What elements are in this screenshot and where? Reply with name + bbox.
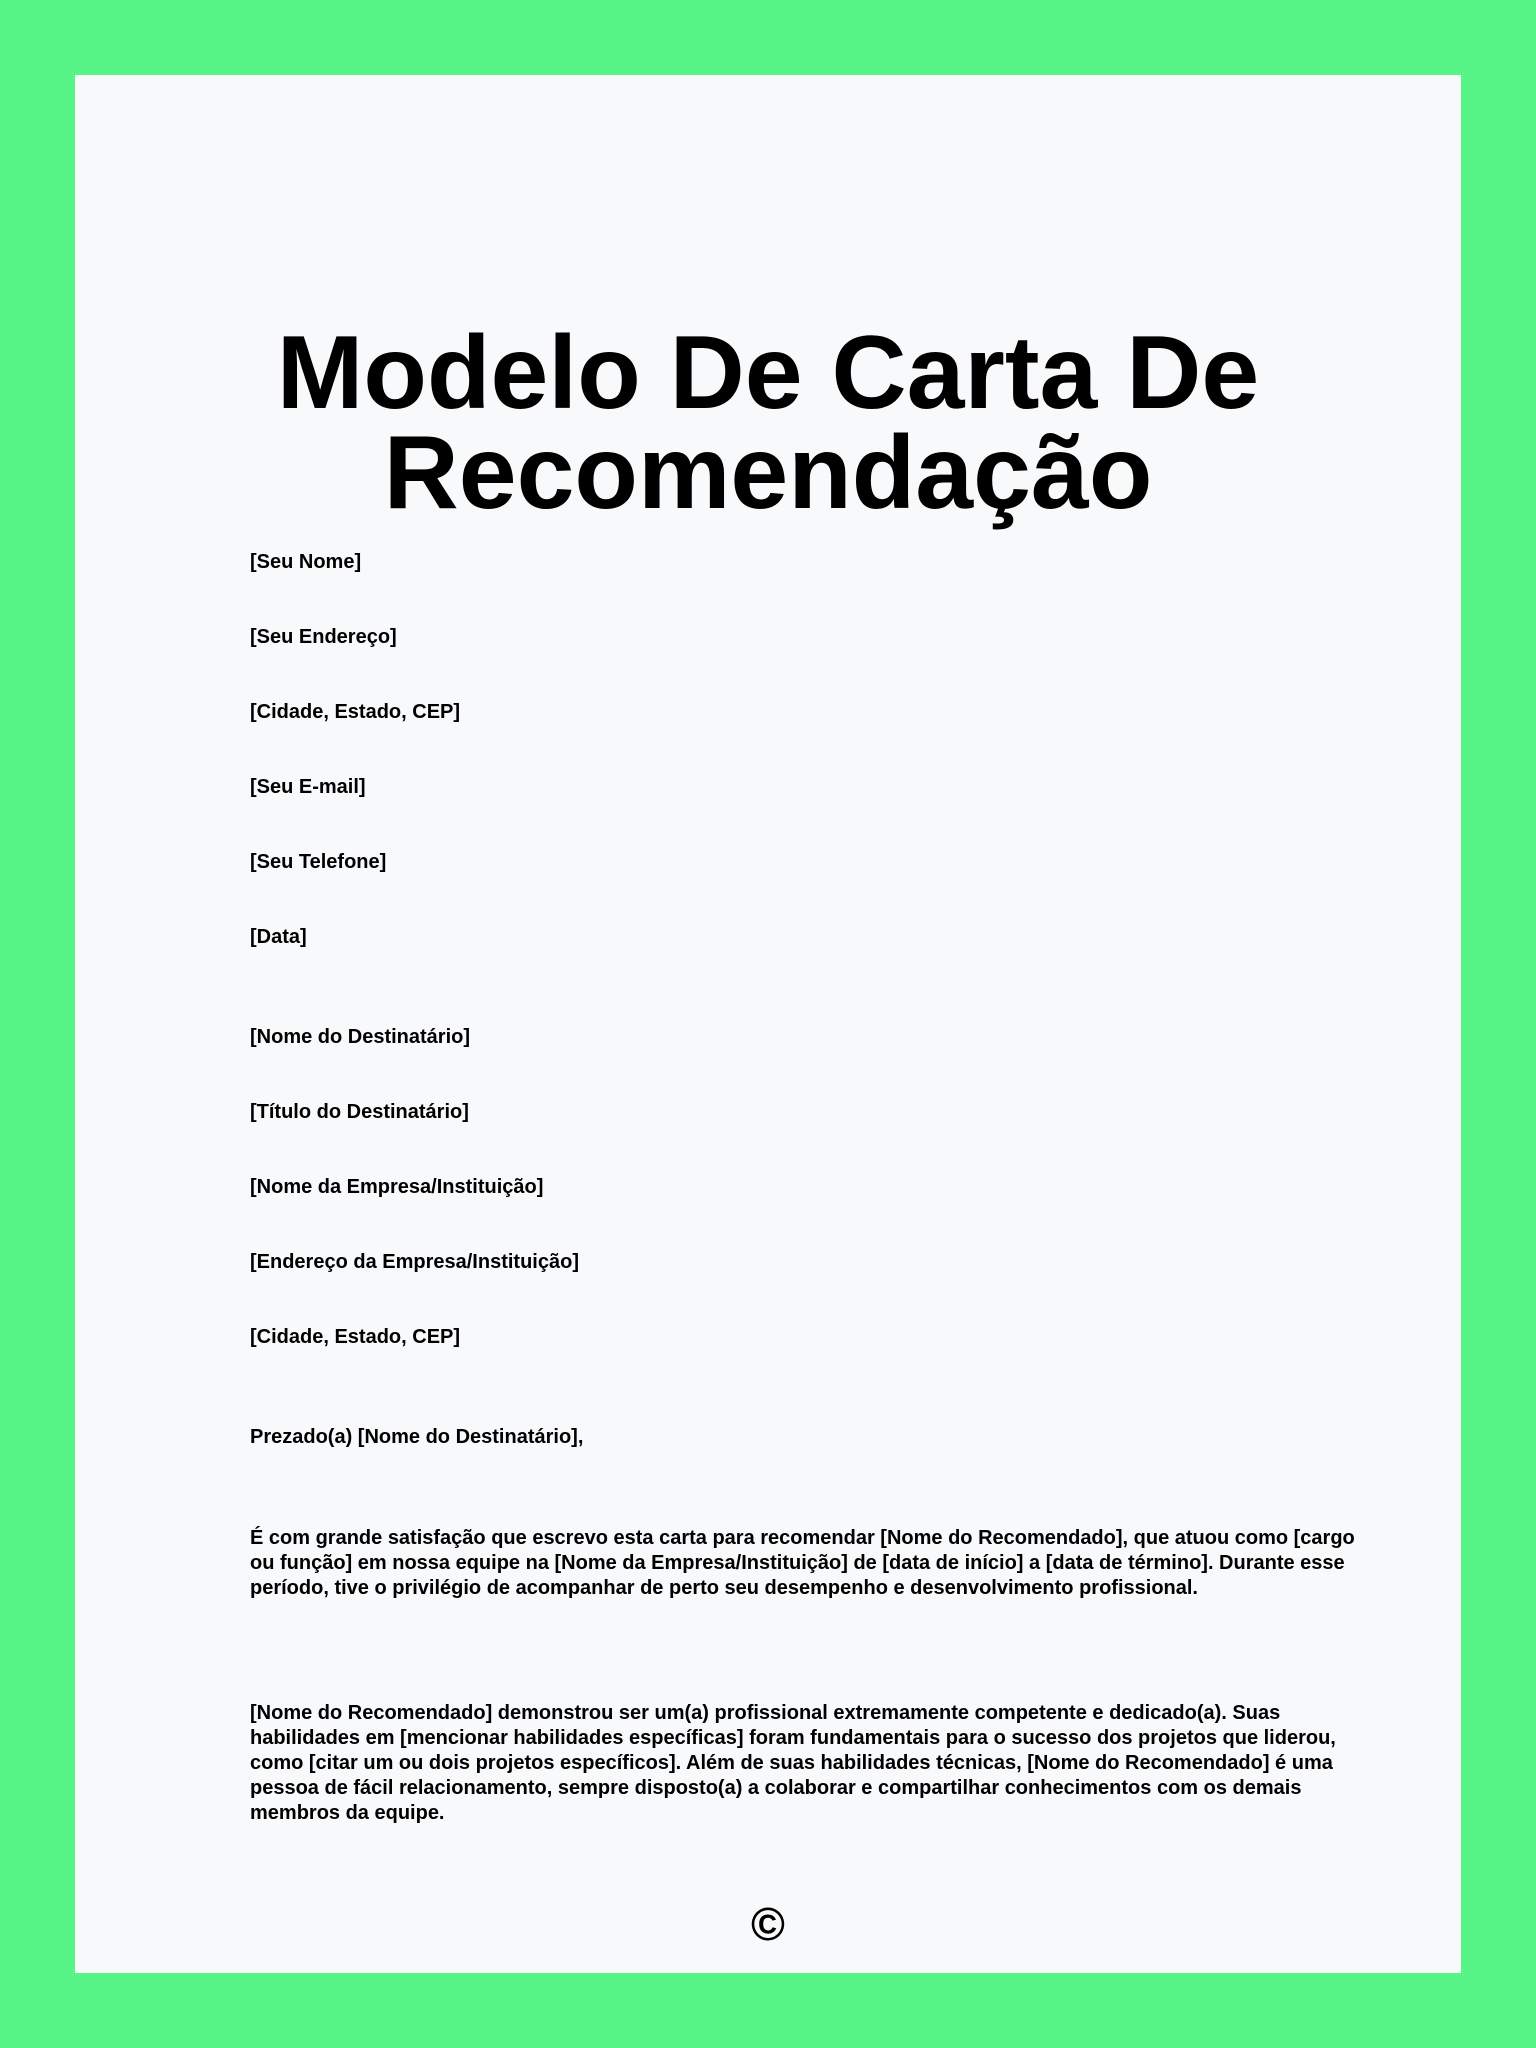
body-paragraph-1: É com grande satisfação que escrevo esta carta para recomendar [Nome do Recomendado], que atuou como [cargo ou função] em nossa equipe na [Nome da Empresa/Instituição] de [data de início] a [data de término]. Durante esse período, tive o privilégio de acompanhar de perto seu desempenho e desenvolvimento profissional. — [250, 1527, 1355, 1599]
sender-city: [Cidade, Estado, CEP] — [250, 701, 461, 723]
sender-address: [Seu Endereço] — [250, 626, 397, 648]
title-line-1: Modelo De Carta De — [276, 315, 1260, 431]
recipient-company: [Nome da Empresa/Instituição] — [250, 1176, 544, 1198]
recipient-city: [Cidade, Estado, CEP] — [250, 1326, 461, 1348]
letter-date: [Data] — [250, 926, 307, 948]
recipient-address: [Endereço da Empresa/Instituição] — [250, 1251, 579, 1273]
sender-name: [Seu Nome] — [250, 551, 362, 573]
sender-phone: [Seu Telefone] — [250, 851, 387, 873]
salutation: Prezado(a) [Nome do Destinatário], — [250, 1426, 584, 1448]
sender-email: [Seu E-mail] — [250, 776, 366, 798]
recipient-title: [Título do Destinatário] — [250, 1101, 469, 1123]
title-line-2: Recomendação — [383, 415, 1153, 531]
document-title — [75, 315, 1461, 531]
document-page — [75, 75, 1461, 1973]
recipient-name: [Nome do Destinatário] — [250, 1026, 471, 1048]
copyright-icon: © — [751, 1898, 785, 1950]
body-paragraph-2: [Nome do Recomendado] demonstrou ser um(a) profissional extremamente competente e dedicado(a). Suas habilidades em [mencionar habilidades específicas] foram fundamentais para o sucesso dos projetos que liderou, como [citar um ou dois projetos específicos]. Além de suas habilidades técnicas, [Nome do Recomendado] é uma pessoa de fácil relacionamento, sempre disposto(a) a colaborar e compartilhar conhecimentos com os demais membros da equipe. — [250, 1702, 1336, 1824]
